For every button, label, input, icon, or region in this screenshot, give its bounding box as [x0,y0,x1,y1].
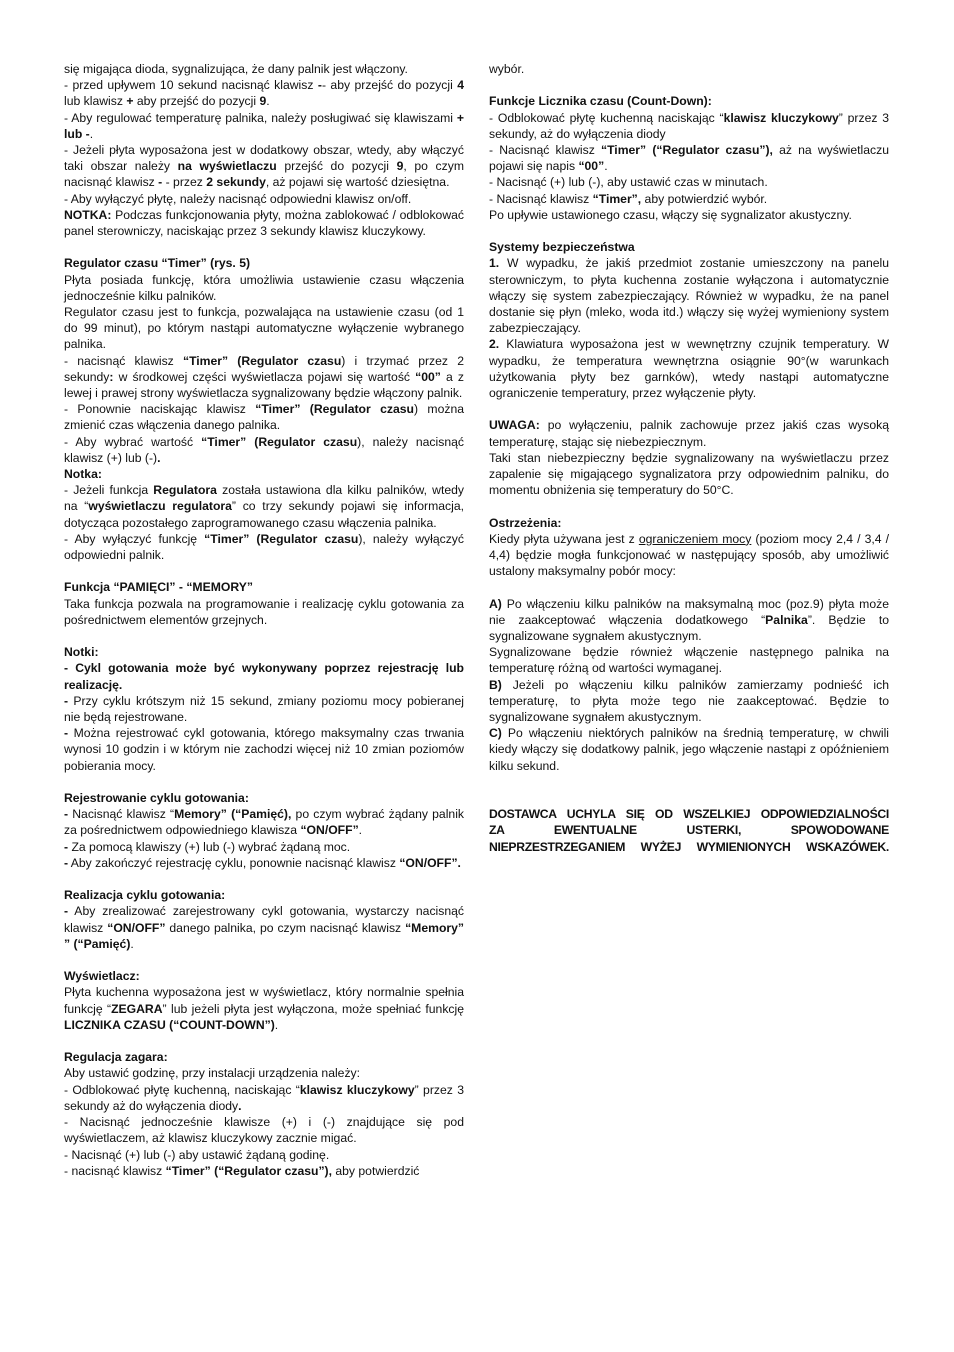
paragraph: wybór. [489,62,525,76]
paragraph: - Odblokować płytę kuchenną, naciskając “klawisz kluczykowy” przez 3 sekundy aż do wyłączenia diody. [64,1082,464,1113]
right-column [489,61,889,855]
paragraph: - Aby wybrać wartość “Timer” (Regulator czasu), należy nacisnąć klawisz (+) lub (-). [64,434,464,465]
paragraph: UWAGA: po wyłączeniu, palnik zachowuje przez jakiś czas wysoką temperaturę, stając się niebezpiecznym. [489,418,889,449]
paragraph: 2. Klawiatura wyposażona jest w wewnętrzny czujnik temperatury. W wypadku, że temperatura wewnętrzna osiągnie 90°(w warunkach użytkowania płyty bez garnków), wtedy nastąpi automatyczne ograniczenie temperatury, przez wyłączenie płyty. [489,337,889,401]
section-heading-timer: Regulator czasu “Timer” (rys. 5) [64,256,251,271]
paragraph: Aby ustawić godzinę, przy instalacji urządzenia należy: [64,1066,361,1081]
section-heading-ostrzezenia: Ostrzeżenia: [489,515,562,530]
section-heading-systemy: Systemy bezpieczeństwa [489,240,635,255]
section-heading-rejestrowanie: Rejestrowanie cyklu gotowania: [64,791,249,806]
paragraph: C) Po włączeniu niektórych palników na średnią temperaturę, w chwili kiedy włączy się dodatkowy palnik, jego włączenie nastąpi z opóźnieniem kilku sekund. [489,726,889,773]
paragraph: - Aby zakończyć rejestrację cyklu, ponownie nacisnąć klawisz “ON/OFF”. [64,855,461,870]
disclaimer-line: NIEPRZESTRZEGANIEM WYŻEJ WYMIENIONYCH WSKAZÓWEK. [489,839,889,854]
left-column [64,61,464,1179]
paragraph: - Odblokować płytę kuchenną naciskając “klawisz kluczykowy” przez 3 sekundy, aż do wyłączenia diody [489,110,889,141]
paragraph: A) Po włączeniu kilku palników na maksymalną moc (poz.9) płyta może nie zaakceptować włączenia dodatkowego “Palnika”. Będzie to sygnalizowane sygnałem akustycznym. [489,596,889,644]
paragraph: - Nacisnąć (+) lub (-) aby ustawić żądaną godinę. [64,1147,330,1162]
paragraph: - Aby wyłączyć funkcję “Timer” (Regulator czasu), należy wyłączyć odpowiedni palnik. [64,531,464,563]
paragraph: Sygnalizowane będzie również włączenie następnego palnika na temperaturę różną od wartości wymaganej. [489,645,889,676]
paragraph: Taki stan niebezpieczny będzie sygnalizowany na wyświetlaczu przez zapalenie się migającego sygnalizatora przy odpowiednim palniku, do momentu obniżenia się temperatury do 50°C. [489,450,889,498]
paragraph: Po upływie ustawionego czasu, włączy się sygnalizator akustyczny. [489,207,852,222]
section-heading-wyswietlacz: Wyświetlacz: [64,969,140,984]
section-heading-memory: Funkcja “PAMIĘCI” - “MEMORY” [64,580,253,595]
section-heading-zegar: Regulacja zagara: [64,1050,168,1065]
section-heading-notki: Notki: [64,645,99,660]
paragraph: - przed upływem 10 sekund nacisnąć klawisz -- aby przejść do pozycji 4 lub klawisz + aby przejść do pozycji 9. [64,78,464,109]
paragraph: - Nacisnąć klawisz “Memory” (“Pamięć), po czym wybrać żądany palnik za pośrednictwem odpowiedniego klawisza “ON/OFF”. [64,807,464,838]
paragraph: - Aby zrealizować zarejestrowany cykl gotowania, wystarczy nacisnąć klawisz “ON/OFF” danego palnika, po czym nacisnąć klawisz “Memory” ” (“Pamięć). [64,904,464,951]
paragraph: Płyta posiada funkcję, która umożliwia ustawienie czasu włączenia jednocześnie kilku palników. [64,272,464,303]
disclaimer-line: ZA EWENTUALNE USTERKI, SPOWODOWANE [489,823,889,838]
section-heading-realizacja: Realizacja cyklu gotowania: [64,888,226,903]
paragraph: Regulator czasu jest to funkcja, pozwalająca na ustawienie czasu (od 1 do 99 minut), po którym nastąpi automatyczne wyłączenie wybranego palnika. [64,305,464,352]
disclaimer [489,806,889,855]
paragraph: - Za pomocą klawiszy (+) lub (-) wybrać żądaną moc. [64,839,351,854]
paragraph: się migająca dioda, sygnalizująca, że dany palnik jest włączony. [64,62,408,76]
paragraph: Taka funkcja pozwala na programowanie i realizację cyklu gotowania za pośrednictwem elementów grzejnych. [64,596,464,627]
notka-heading: Notka: [64,467,102,482]
paragraph: - Nacisnąć jednocześnie klawisze (+) i (-) znajdujące się pod wyświetlaczem, aż klawisz kluczykowy zacznie migać. [64,1115,464,1146]
disclaimer-line: DOSTAWCA UCHYLA SIĘ OD WSZELKIEJ ODPOWIEDZIALNOŚCI [489,807,889,822]
paragraph: B) Jeżeli po włączeniu kilku palników zamierzamy podnieść ich temperaturę, to płyta może tego nie zaakceptować. Będzie to sygnalizowane sygnałem akustycznym. [489,677,889,725]
paragraph: - Można rejestrować cykl gotowania, którego maksymalny czas trwania wynosi 10 godzin i w którym nie zachodzi więcej niż 10 zmian poziomów pobierania mocy. [64,726,464,773]
paragraph: Kiedy płyta używana jest z ograniczeniem mocy (poziom mocy 2,4 / 3,4 / 4,4) będzie mogła funkcjonować w następujący sposób, aby umożliwić ustalony maksymalny pobór mocy: [489,531,889,579]
paragraph: Płyta kuchenna wyposażona jest w wyświetlacz, który normalnie spełnia funkcję “ZEGARA” lub jeżeli płyta jest wyłączona, może spełniać funkcję LICZNIKA CZASU (“COUNT-DOWN”). [64,985,464,1032]
paragraph: - Jeżeli płyta wyposażona jest w dodatkowy obszar, wtedy, aby włączyć taki obszar należy na wyświetlaczu przejść do pozycji 9, po czym nacisnąć klawisz - - przez 2 sekundy, aż pojawi się wartość dziesiętna. [64,143,464,190]
paragraph: - nacisnąć klawisz “Timer” (“Regulator czasu”), aby potwierdzić [64,1163,420,1178]
paragraph: - Aby wyłączyć płytę, należy nacisnąć odpowiedni klawisz on/off. [64,191,412,206]
paragraph: NOTKA: Podczas funkcjonowania płyty, można zablokować / odblokować panel sterowniczy, naciskając przez 3 sekundy klawisz kluczykowy. [64,207,464,239]
paragraph: - nacisnąć klawisz “Timer” (Regulator czasu) i trzymać przez 2 sekundy: w środkowej części wyświetlacza pojawi się wartość “00” a z lewej i prawej strony wyświetlacza sygnalizowany będzie włączony palnik. [64,353,464,401]
paragraph: - Nacisnąć klawisz “Timer”, aby potwierdzić wybór. [489,191,768,206]
paragraph: - Nacisnąć (+) lub (-), aby ustawić czas w minutach. [489,175,768,190]
paragraph: - Przy cyklu krótszym niż 15 sekund, zmiany poziomu mocy pobieranej nie będą rejestrowane. [64,693,464,725]
paragraph: 1. W wypadku, że jakiś przedmiot zostanie umieszczony na panelu sterowniczym, to płyta kuchenna zostanie wyłączona i automatycznie włączy się system zabezpieczający. Również w wypadku, że na panel dostanie się płyn (mleko, woda itd.) włączy się wyżej wymieniony system zabezpieczający. [489,256,889,336]
paragraph: - Aby regulować temperaturę palnika, należy posługiwać się klawiszami + lub -. [64,110,464,141]
paragraph: - Nacisnąć klawisz “Timer” (“Regulator czasu”), aż na wyświetlaczu pojawi się napis “00”. [489,143,889,174]
paragraph: - Ponownie naciskając klawisz “Timer” (Regulator czasu) można zmienić czas włączenia danego palnika. [64,402,464,433]
section-heading-licznik: Funkcje Licznika czasu (Count-Down): [489,94,712,109]
paragraph: - Jeżeli funkcja Regulatora została ustawiona dla kilku palników, wtedy na “wyświetlaczu regulatora” co trzy sekundy pojawi się informacja, dotycząca pozostałego zaprogramowanego czasu włączenia palnika. [64,483,464,530]
paragraph: - Cykl gotowania może być wykonywany poprzez rejestrację lub realizację. [64,661,464,692]
